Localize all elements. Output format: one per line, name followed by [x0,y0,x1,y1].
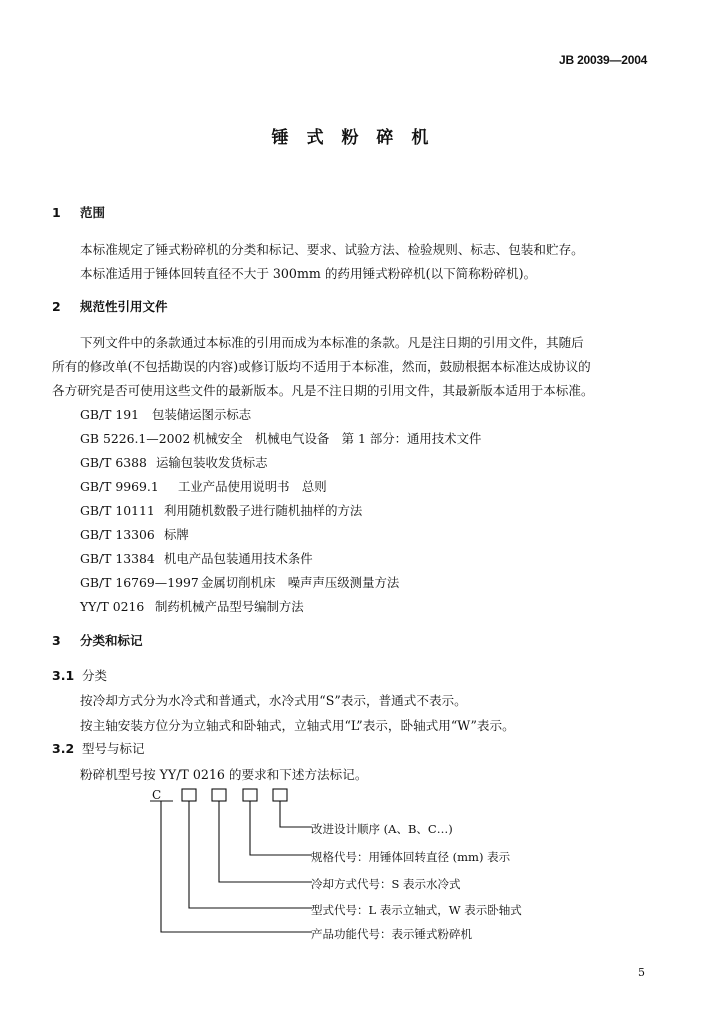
reference-item [80,549,313,567]
designation-box-1 [182,789,196,801]
reference-item [80,453,268,471]
legend-item-size-code: 规格代号：用锤体回转直径 (mm) 表示 [311,850,511,864]
section-1-heading [52,203,105,221]
page-number: 5 [638,966,645,979]
leader-line-3 [219,801,312,882]
reference-item [80,405,251,423]
section-title: 分类和标记 [80,633,143,648]
section-title: 范围 [80,205,106,220]
section-3-heading [52,631,143,649]
reference-title: 金属切削机床 噪声声压级测量方法 [201,575,400,590]
legend-item-function-code: 产品功能代号：表示锤式粉碎机 [311,927,472,941]
designation-prefix: C [152,788,162,802]
designation-box-4 [273,789,287,801]
subsection-title: 型号与标记 [82,741,145,756]
reference-item [80,429,481,447]
reference-title: 工业产品使用说明书 总则 [178,479,327,494]
page-title: 锤 式 粉 碎 机 [271,128,435,148]
section-number: 2 [52,299,61,314]
reference-code: YY/T 0216 [80,599,145,614]
reference-code: GB/T 9969.1 [80,479,159,494]
reference-title: 制药机械产品型号编制方法 [155,599,304,614]
section-2-intro-line-3: 各方研究是否可使用这些文件的最新版本。凡是不注日期的引用文件，其最新版本适用于本标准。 [52,383,594,398]
subsection-3-2-intro: 粉碎机型号按 YY/T 0216 的要求和下述方法标记。 [80,767,368,782]
subsection-3-2-heading [52,739,145,757]
reference-code: GB/T 10111 [80,503,155,518]
subsection-3-1-paragraph-1: 按冷却方式分为水冷式和普通式，水冷式用“S”表示，普通式不表示。 [80,693,467,708]
leader-line-4 [189,801,312,908]
reference-code: GB 5226.1—2002 [80,431,191,446]
reference-item [80,597,304,615]
section-1-paragraph-1: 本标准规定了锤式粉碎机的分类和标记、要求、试验方法、检验规则、标志、包装和贮存。 [80,242,584,257]
reference-item [80,477,327,495]
reference-title: 利用随机数骰子进行随机抽样的方法 [164,503,363,518]
designation-box-2 [212,789,226,801]
reference-item [80,573,399,591]
subsection-3-1-paragraph-2: 按主轴安装方位分为立轴式和卧轴式，立轴式用“L”表示，卧轴式用“W”表示。 [80,718,515,733]
subsection-number: 3.1 [52,668,75,683]
leader-line-5 [161,801,312,932]
reference-code: GB/T 16769—1997 [80,575,199,590]
section-1-paragraph-2: 本标准适用于锤体回转直径不大于 300mm 的药用锤式粉碎机(以下简称粉碎机)。 [80,266,537,281]
reference-title: 包装储运图示标志 [152,407,252,422]
section-number: 1 [52,205,61,220]
reference-code: GB/T 13306 [80,527,155,542]
reference-code: GB/T 191 [80,407,140,422]
reference-code: GB/T 13384 [80,551,155,566]
section-number: 3 [52,633,61,648]
section-2-intro-line-1: 下列文件中的条款通过本标准的引用而成为本标准的条款。凡是注日期的引用文件，其随后 [80,335,584,350]
subsection-title: 分类 [82,668,108,683]
section-title: 规范性引用文件 [80,299,168,314]
reference-title: 标牌 [164,527,189,542]
reference-item [80,501,362,519]
subsection-number: 3.2 [52,741,75,756]
legend-item-cooling-code: 冷却方式代号：S 表示水冷式 [311,877,461,891]
reference-title: 运输包装收发货标志 [156,455,268,470]
section-2-intro-line-2: 所有的修改单(不包括勘误的内容)或修订版均不适用于本标准，然而，鼓励根据本标准达成协议的 [52,359,591,374]
subsection-3-1-heading [52,666,107,684]
reference-title: 机械安全 机械电气设备 第 1 部分：通用技术文件 [193,431,482,446]
leader-line-2 [250,801,312,855]
reference-code: GB/T 6388 [80,455,147,470]
standard-code: JB 20039—2004 [559,53,648,67]
legend-item-revision-sequence: 改进设计顺序 (A、B、C…) [311,822,453,836]
reference-item [80,525,189,543]
legend-item-type-code: 型式代号：L 表示立轴式，W 表示卧轴式 [311,903,522,917]
reference-title: 机电产品包装通用技术条件 [164,551,313,566]
designation-box-3 [243,789,257,801]
leader-line-1 [280,801,312,827]
section-2-heading [52,297,168,315]
